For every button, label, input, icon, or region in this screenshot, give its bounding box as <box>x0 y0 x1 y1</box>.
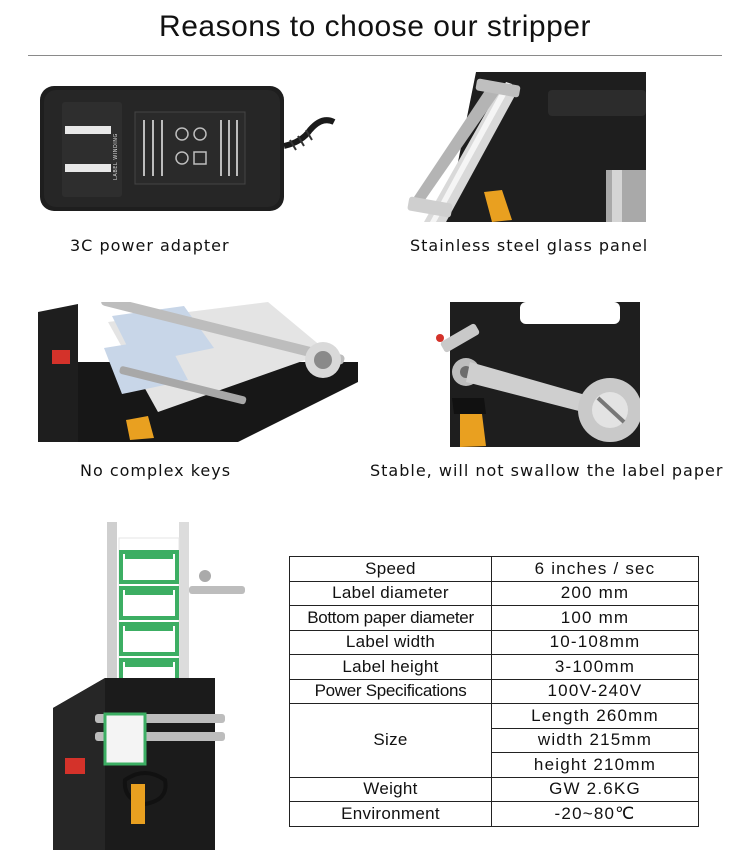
spec-environment-value: -20~80℃ <box>492 802 699 827</box>
caption-power-adapter: 3C power adapter <box>70 236 230 255</box>
spec-size-length: Length 260mm <box>492 704 699 729</box>
spec-size-height: height 210mm <box>492 753 699 778</box>
table-row <box>290 581 699 606</box>
title-divider <box>28 55 722 56</box>
table-row <box>290 655 699 680</box>
spec-label-width-label: Label width <box>290 630 492 655</box>
caption-stable: Stable, will not swallow the label paper <box>370 461 724 480</box>
spec-bottom-paper-value: 100 mm <box>492 606 699 631</box>
spec-size-label: Size <box>290 704 492 778</box>
page-title: Reasons to choose our stripper <box>159 10 591 43</box>
spec-speed-value: 6 inches / sec <box>492 557 699 582</box>
spec-label-height-value: 3-100mm <box>492 655 699 680</box>
steel-roller-panel-photo <box>406 72 646 222</box>
table-row <box>290 557 699 582</box>
table-row <box>290 679 699 704</box>
spec-label-width-value: 10-108mm <box>492 630 699 655</box>
spec-label-height-label: Label height <box>290 655 492 680</box>
spec-label-diameter-label: Label diameter <box>290 581 492 606</box>
spec-bottom-paper-label: Bottom paper diameter <box>290 606 492 631</box>
stripper-side-view-photo <box>430 302 640 447</box>
label-stripper-with-green-labels-photo <box>45 518 270 850</box>
spec-size-width: width 215mm <box>492 728 699 753</box>
table-row <box>290 704 699 729</box>
adapter-label-text: LABEL WINDING <box>113 133 119 180</box>
spec-speed-label: Speed <box>290 557 492 582</box>
spec-weight-label: Weight <box>290 777 492 802</box>
table-row <box>290 630 699 655</box>
spec-power-label: Power Specifications <box>290 679 492 704</box>
spec-weight-value: GW 2.6KG <box>492 777 699 802</box>
caption-no-complex-keys: No complex keys <box>80 461 232 480</box>
spec-environment-label: Environment <box>290 802 492 827</box>
table-row <box>290 802 699 827</box>
spec-table <box>289 556 699 827</box>
power-adapter-photo <box>40 82 340 217</box>
caption-steel-panel: Stainless steel glass panel <box>410 236 649 255</box>
table-row <box>290 777 699 802</box>
table-row <box>290 606 699 631</box>
label-stripper-machine-photo <box>38 302 358 442</box>
spec-label-diameter-value: 200 mm <box>492 581 699 606</box>
spec-power-value: 100V-240V <box>492 679 699 704</box>
